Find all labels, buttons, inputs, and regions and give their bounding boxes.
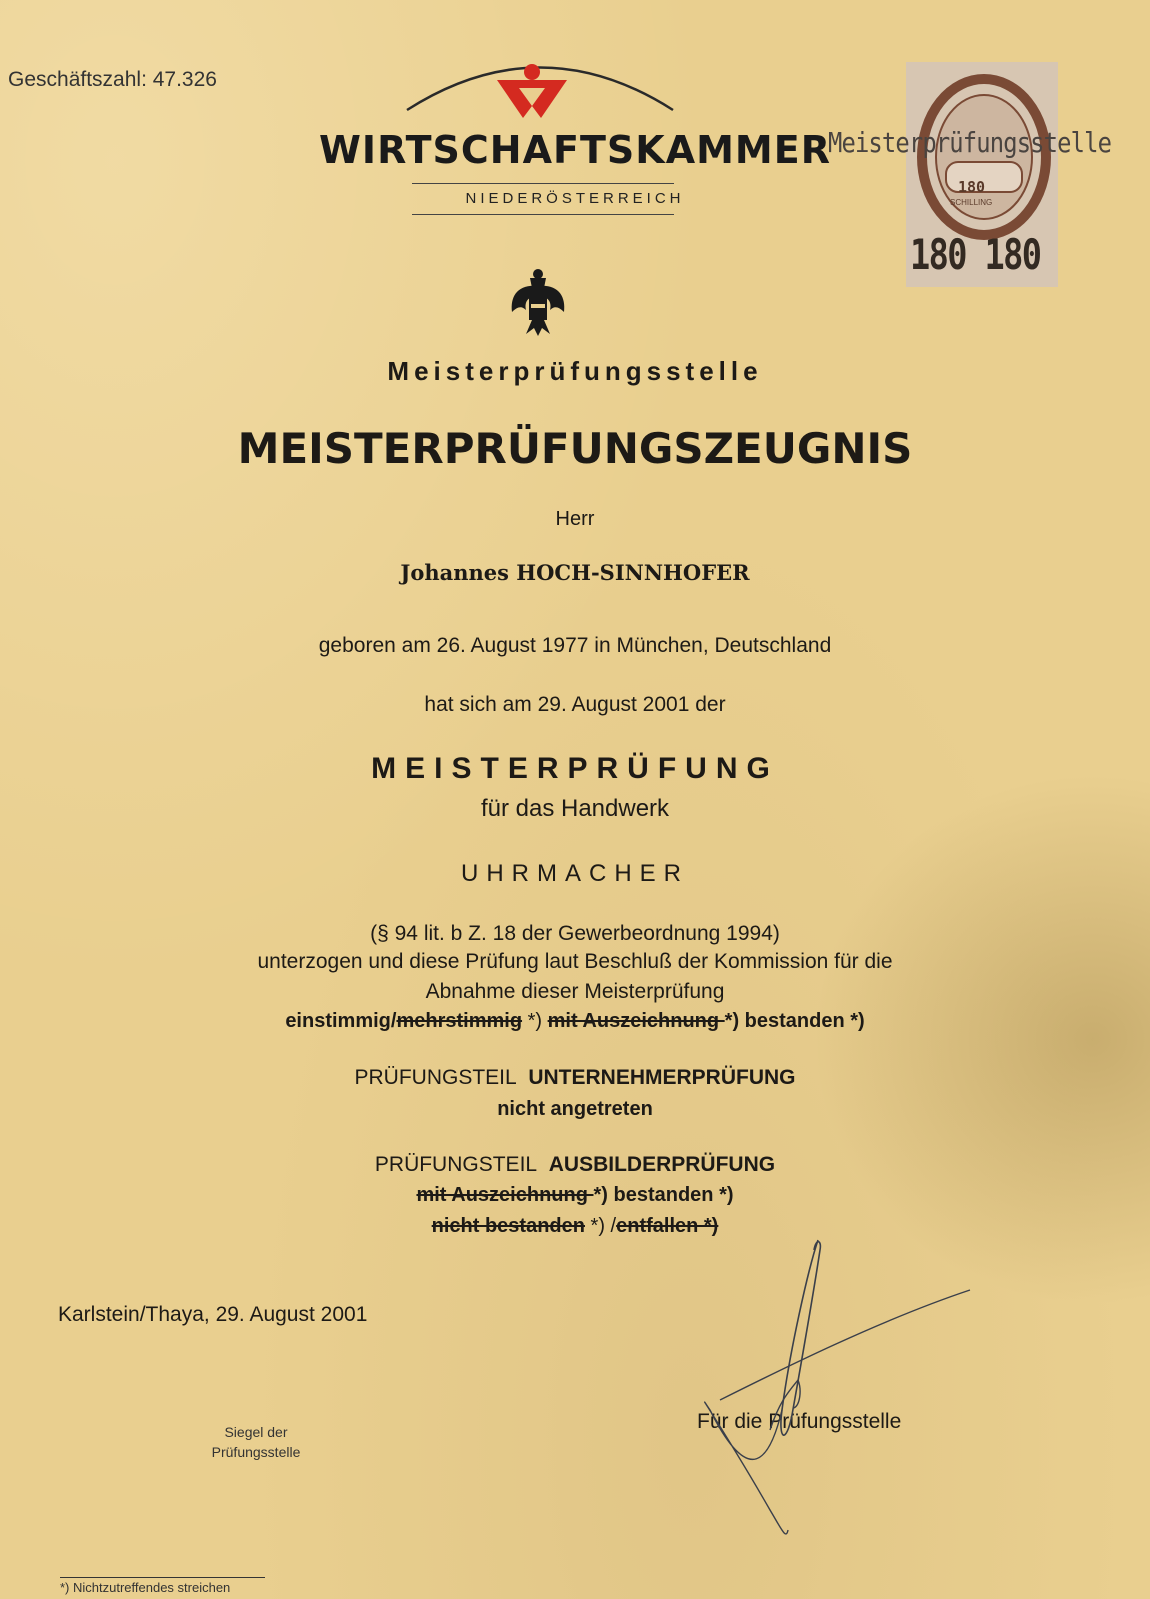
- recipient-name: Johannes HOCH-SINNHOFER: [400, 560, 750, 585]
- office-heading: Meisterprüfungsstelle: [387, 356, 763, 386]
- stamp-inner-unit: SCHILLING: [950, 198, 993, 207]
- austrian-eagle-icon: [508, 266, 568, 338]
- craft-name: UHRMACHER: [461, 860, 689, 887]
- salutation: Herr: [555, 508, 595, 530]
- place-date: Karlstein/Thaya, 29. August 2001: [58, 1303, 368, 1326]
- chamber-logo-icon: [497, 62, 567, 120]
- craft-line: für das Handwerk: [480, 795, 670, 822]
- brand-name: WIRTSCHAFTSKAMMER: [319, 128, 831, 172]
- overall-result: [0, 1010, 1150, 1033]
- section-entrepreneur-heading: [0, 1066, 1150, 1090]
- seal-label-line-1: Siegel der: [224, 1424, 288, 1440]
- body-line-2: unterzogen und diese Prüfung laut Beschluß der Kommission für die: [257, 950, 893, 973]
- result-distinction-struck: mit Auszeichnung: [547, 1010, 725, 1032]
- result-footnote-mark: *): [522, 1010, 548, 1032]
- section-name: AUSBILDERPRÜFUNG: [548, 1153, 776, 1176]
- brand-rule-top: [412, 183, 674, 184]
- section-name: UNTERNEHMERPRÜFUNG: [528, 1066, 796, 1089]
- trainer-separator: *) /: [584, 1215, 617, 1237]
- section-entrepreneur-result: nicht angetreten: [497, 1098, 653, 1120]
- section-trainer-heading: [0, 1153, 1150, 1177]
- result-unanimous: einstimmig/: [285, 1010, 397, 1032]
- section-label: PRÜFUNGSTEIL: [354, 1066, 517, 1089]
- body-line-3: Abnahme dieser Meisterprüfung: [425, 980, 725, 1003]
- result-passed: *) bestanden *): [724, 1010, 865, 1032]
- footnote-rule: [60, 1577, 265, 1578]
- brand-rule-bottom: [412, 214, 674, 215]
- exam-date-line: hat sich am 29. August 2001 der: [424, 693, 726, 716]
- stamp-value: 180 180: [910, 230, 1041, 279]
- trainer-failed-struck: nicht bestanden: [431, 1215, 585, 1237]
- brand-region: NIEDERÖSTERREICH: [465, 190, 685, 207]
- document-title: MEISTERPRÜFUNGSZEUGNIS: [237, 424, 913, 473]
- case-number: Geschäftszahl: 47.326: [8, 68, 217, 91]
- trainer-distinction-struck: mit Auszeichnung: [416, 1184, 594, 1206]
- stamp-inner-value: 180: [958, 178, 986, 196]
- trainer-omitted-struck: entfallen *): [616, 1215, 719, 1237]
- law-reference: (§ 94 lit. b Z. 18 der Gewerbeordnung 1994): [370, 922, 780, 945]
- section-label: PRÜFUNGSTEIL: [374, 1153, 538, 1176]
- stamp-overprint: Meisterprüfungsstelle: [828, 126, 1112, 159]
- signature-label: Für die Prüfungsstelle: [697, 1410, 902, 1433]
- footnote: *) Nichtzutreffendes streichen: [60, 1580, 231, 1595]
- exam-type: MEISTERPRÜFUNG: [371, 752, 779, 785]
- section-trainer-result-1: [0, 1184, 1150, 1207]
- seal-label: [196, 1422, 316, 1462]
- result-majority-struck: mehrstimmig: [396, 1010, 523, 1032]
- seal-label-line-2: Prüfungsstelle: [211, 1444, 301, 1460]
- handwritten-signature: [690, 1230, 990, 1560]
- birth-line: geboren am 26. August 1977 in München, Deutschland: [318, 634, 832, 657]
- trainer-passed: *) bestanden *): [593, 1184, 734, 1206]
